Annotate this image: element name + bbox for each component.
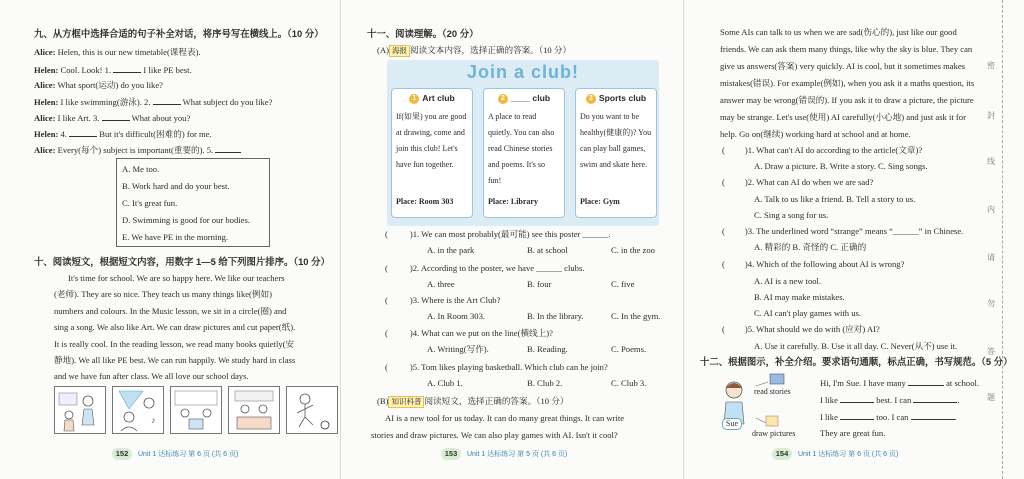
picture-3 — [170, 386, 222, 434]
sue-figure — [720, 372, 816, 438]
school-passage — [54, 270, 334, 385]
q5-option-b: B. Club 2. — [527, 378, 563, 388]
question-4: ( )4. What can we put on the line(横线上)? — [385, 328, 553, 338]
question-4: ( )4. Which of the following about AI is wrong? — [722, 259, 905, 269]
svg-text:♪: ♪ — [151, 415, 156, 425]
question-1: ( )1. What can't AI do according to the article(文章)? — [722, 145, 923, 155]
q4-option-a: A. Writing(写作). — [427, 344, 489, 354]
music-illustration — [113, 387, 163, 433]
club-card-body: A place to read quietly. You can also read Chinese stories and poems. It's so fun! — [488, 112, 555, 185]
section-9-title: 九、从方框中选择合适的句子补全对话，将序号写在横线上。（10 分） — [34, 28, 324, 39]
ai-passage-line-2: stories and draw pictures. We can also play games with AI. Isn't it cool? — [371, 430, 618, 440]
page-number: 153 — [441, 448, 461, 460]
club-card-title: 2 ____ club — [484, 93, 564, 104]
reading-illustration — [229, 387, 279, 433]
page-154 — [684, 0, 1024, 479]
ai-line: help. Go on(继续) working hard at school and at home. — [720, 129, 911, 139]
writing-blank[interactable] — [913, 393, 957, 403]
passage-line: 静地). We all like PE best. We can run happily. We study hard in class — [54, 355, 296, 366]
writing-line-1: Hi, I'm Sue. I have many at school. — [820, 378, 980, 388]
answer-blank-3[interactable] — [102, 111, 130, 121]
q1-options: A. Draw a picture. B. Write a story. C. Sing songs. — [754, 161, 928, 171]
q2-option-b: B. four — [527, 279, 552, 289]
option-a: A. Me too. — [122, 164, 160, 174]
club-card-place: Place: Library — [488, 197, 538, 206]
writing-blank[interactable] — [908, 376, 944, 386]
question-5: ( )5. Tom likes playing basketball. Which club can he join? — [385, 362, 608, 372]
writing-blank[interactable] — [911, 410, 955, 420]
seal-char: 线 — [987, 157, 995, 166]
science-tag: 知识科普 — [388, 396, 424, 408]
q2-options-line-1: A. Talk to us like a friend. B. Tell a story to us. — [754, 194, 916, 204]
poster-tag: 海报 — [389, 45, 410, 57]
club-card-place: Place: Gym — [580, 197, 620, 206]
q3-option-a: A. In Room 303. — [427, 311, 486, 321]
writing-blank[interactable] — [840, 410, 874, 420]
part-b-header: (B) 知识科普 阅读短文，选择正确的答案。（10 分） — [377, 396, 569, 406]
pe-illustration — [287, 387, 337, 433]
club-card-place: Place: Room 303 — [396, 197, 454, 206]
writing-line-4: They are great fun. — [820, 428, 886, 438]
question-2: ( )2. What can AI do when we are sad? — [722, 177, 874, 187]
option-b: B. Work hard and do your best. — [122, 181, 230, 191]
options-box — [116, 158, 270, 247]
name-tag: Sue — [722, 418, 742, 430]
question-1: ( )1. We can most probably(最可能) see this poster ______. — [385, 229, 611, 239]
q4-option-b: B. Reading. — [527, 344, 568, 354]
club-card-3 — [575, 88, 657, 218]
section-11-title: 十一、阅读理解。（20 分） — [367, 28, 479, 39]
ai-passage-line-1: AI is a new tool for us today. It can do many great things. It can write — [385, 413, 625, 423]
q4-option-c: C. Poems. — [611, 344, 647, 354]
seal-line — [1002, 0, 1003, 479]
seal-char: 请 — [987, 253, 995, 262]
seal-char: 答 — [987, 347, 995, 356]
seal-char: 密 — [987, 61, 995, 70]
page-footer — [772, 448, 898, 462]
option-d: D. Swimming is good for our bodies. — [122, 215, 250, 225]
passage-line: numbers and colours. In the Music lesson, we sit in a circle(圈) and — [54, 305, 287, 316]
page-153 — [341, 0, 683, 479]
club-card-body: If(如果) you are good at drawing, come and join this club! Let's have fun together. — [396, 112, 467, 169]
answer-blank-2[interactable] — [153, 95, 181, 105]
ai-line: may be strange. Let's use(使用) AI carefully(小心地) and just ask it for — [720, 112, 966, 122]
answer-blank-4[interactable] — [69, 127, 97, 137]
q2-option-a: A. three — [427, 279, 455, 289]
q5-options: A. Use it carefully. B. Use it all day. C. Never(从不) use it. — [754, 341, 958, 351]
club-card-body: Do you want to be healthy(健康的)? You can play ball games, swim and skate here. — [580, 112, 652, 169]
page-number: 152 — [112, 448, 132, 460]
page-footer-text: Unit 1 达标练习 第 6 页 (共 6 页) — [798, 451, 899, 458]
question-3: ( )3. The underlined word “strange” means “______” in Chinese. — [722, 226, 964, 236]
dialog-line-3: Alice: What sport(运动) do you like? — [34, 80, 163, 90]
q1-option-a: A. in the park — [427, 245, 475, 255]
q5-option-c: C. Club 3. — [611, 378, 647, 388]
q3-option-c: C. In the gym. — [611, 311, 661, 321]
q3-options: A. 精彩的 B. 奇怪的 C. 正确的 — [754, 242, 867, 252]
section-12-title: 十二、根据图示，补全介绍。要求语句通顺，标点正确，书写规范。（5 分） — [700, 356, 1013, 367]
dialog-line-5: Alice: I like Art. 3. What about you? — [34, 113, 191, 123]
picture-1 — [54, 386, 106, 434]
passage-line: It's time for school. We are so happy here. We like our teachers — [68, 273, 285, 283]
question-2: ( )2. According to the poster, we have ______ clubs. — [385, 263, 585, 273]
passage-line: It is really cool. In the reading lesson, we read many books quietly(安 — [54, 338, 295, 349]
picture-4 — [228, 386, 280, 434]
ai-line: friends. We can ask them many things, like why the sky is blue. They can — [720, 44, 973, 54]
writing-line-3: I like too. I can . — [820, 412, 957, 422]
dialog-line-2: Helen: Cool. Look! 1. I like PE best. — [34, 65, 192, 75]
option-e: E. We have PE in the morning. — [122, 232, 229, 242]
art-illustration — [171, 387, 221, 433]
option-c: C. It's great fun. — [122, 198, 178, 208]
q3-option-b: B. In the library. — [527, 311, 584, 321]
q4-option-b: B. AI may make mistakes. — [754, 292, 845, 302]
q2-options-line-2: C. Sing a song for us. — [754, 210, 829, 220]
ai-line: mistakes(错误). For example(例如), when you ask it a maths question, its — [720, 78, 975, 88]
seal-char: 内 — [987, 205, 995, 214]
passage-line: sing a song. We also like Art. We can draw pictures and cut paper(纸). — [54, 322, 296, 333]
club-card-title: 3 Sports club — [576, 93, 656, 104]
picture-2 — [112, 386, 164, 434]
picture-5 — [286, 386, 338, 434]
classroom-illustration — [55, 387, 105, 433]
q1-option-c: C. in the zoo — [611, 245, 655, 255]
writing-line-2: I like best. I can . — [820, 395, 960, 405]
seal-char: 勿 — [987, 299, 995, 308]
question-5: ( )5. What should we do with (应对) AI? — [722, 324, 880, 334]
section-10-title: 十、阅读短文，根据短文内容，用数字 1—5 给下列图片排序。（10 分） — [34, 256, 330, 267]
q5-option-a: A. Club 1. — [427, 378, 463, 388]
ai-line: give us answers(答案) very quickly. AI is cool, but it sometimes makes — [720, 61, 966, 71]
page-152 — [0, 0, 340, 479]
seal-char: 题 — [987, 393, 995, 402]
club-card-title: 1 Art club — [392, 93, 472, 104]
answer-blank-1[interactable] — [113, 63, 141, 73]
q1-option-b: B. at school — [527, 245, 568, 255]
answer-blank-5[interactable] — [215, 143, 241, 153]
q2-option-c: C. five — [611, 279, 635, 289]
poster-title: Join a club! — [466, 62, 579, 82]
ai-line: answer may be wrong(错误的). If you ask it to draw a picture, the picture — [720, 95, 974, 105]
question-3: ( )3. Where is the Art Club? — [385, 295, 501, 305]
writing-blank[interactable] — [840, 393, 874, 403]
club-card-2 — [483, 88, 565, 218]
q4-option-a: A. AI is a new tool. — [754, 276, 822, 286]
dialog-line-1: Alice: Helen, this is our new timetable(课程表). — [34, 47, 201, 57]
passage-line: (老师). They are so nice. They teach us many things like(例如) — [54, 289, 272, 300]
page-number: 154 — [772, 448, 792, 460]
club-card-1 — [391, 88, 473, 218]
seal-char: 封 — [987, 111, 995, 120]
part-a-header: (A) 海报 阅读文本内容，选择正确的答案。（10 分） — [377, 45, 572, 55]
page-footer-text: Unit 1 达标练习 第 6 页 (共 6 页) — [138, 451, 239, 458]
dialog-line-4: Helen: I like swimming(游泳). 2. What subject do you like? — [34, 97, 273, 107]
page-footer — [441, 448, 567, 462]
passage-line: and we have fun after class. We all love our school days. — [54, 371, 249, 382]
page-footer-text: Unit 1 达标练习 第 5 页 (共 6 页) — [467, 451, 568, 458]
read-stories-label: read stories — [754, 387, 791, 396]
draw-pictures-label: draw pictures — [752, 429, 796, 438]
dialog-line-7: Alice: Every(每个) subject is important(重要的). 5. — [34, 143, 241, 156]
page-footer — [112, 448, 238, 462]
club-poster — [387, 60, 659, 226]
ai-line: Some AIs can talk to us when we are sad(伤心的), just like our good — [720, 27, 957, 37]
q4-option-c: C. AI can't play games with us. — [754, 308, 862, 318]
dialog-line-6: Helen: 4. But it's difficult(困难的) for me. — [34, 129, 212, 139]
